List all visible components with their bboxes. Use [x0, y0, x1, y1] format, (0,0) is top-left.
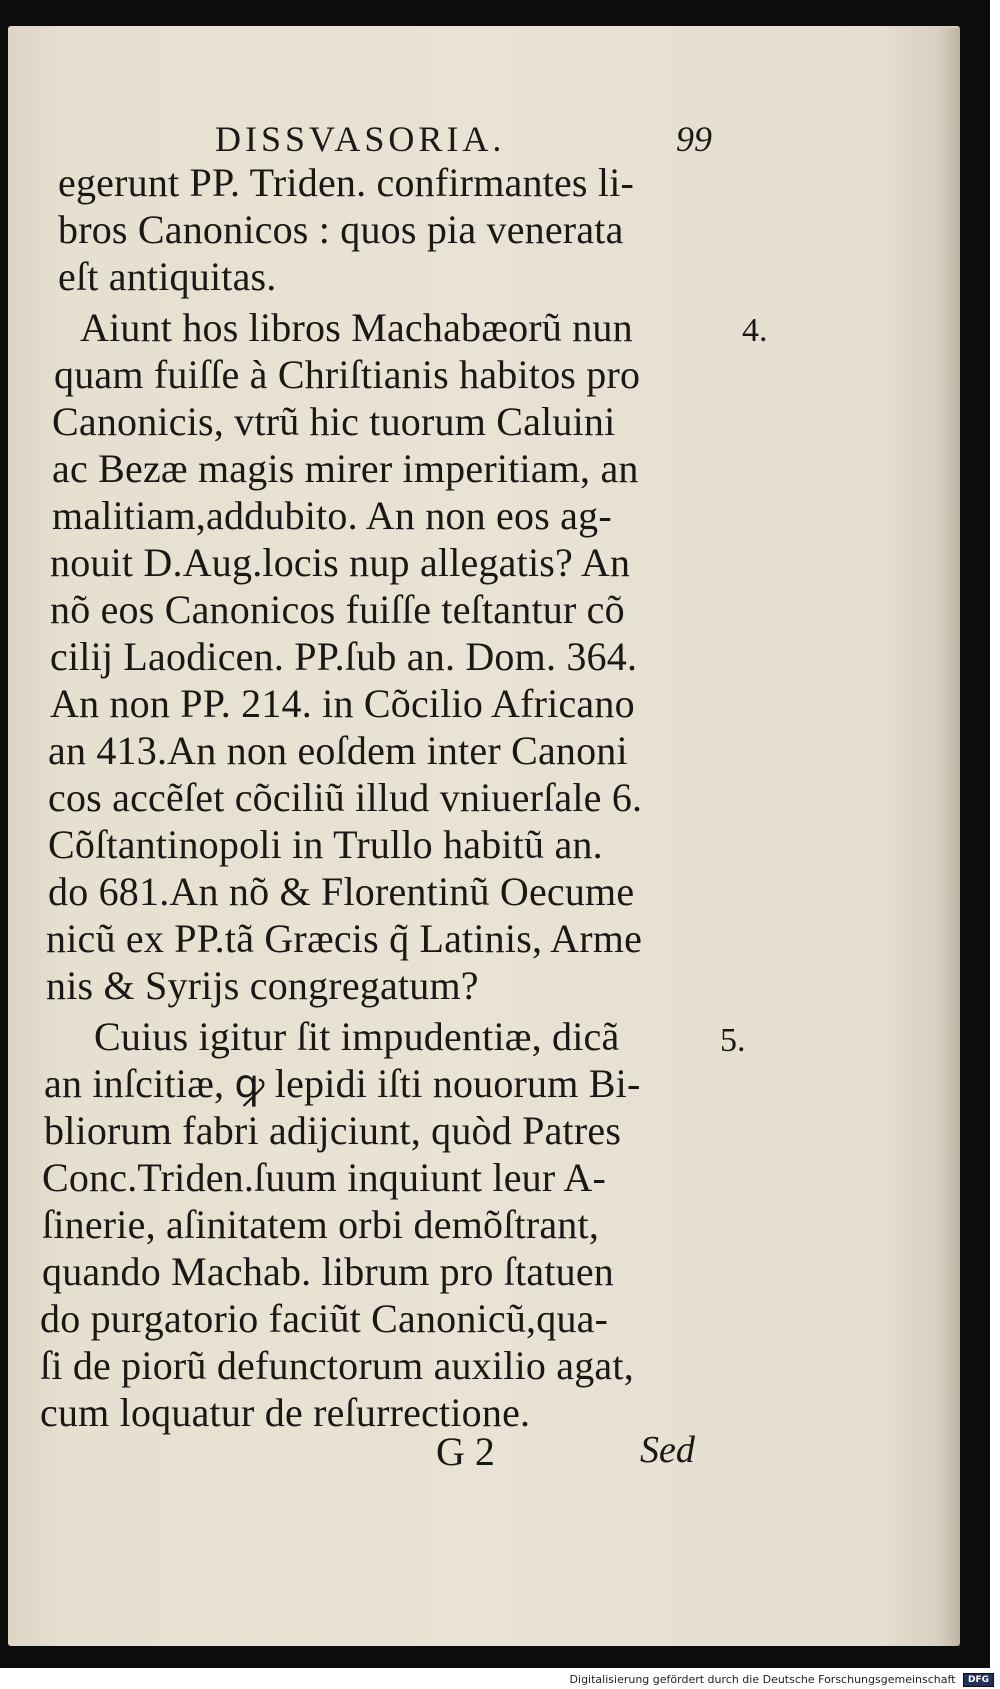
digitization-credit — [570, 1673, 994, 1687]
dfg-logo: DFG — [963, 1673, 994, 1687]
text-line: egerunt PP. Triden. confirmantes li- — [58, 160, 635, 205]
text-line: bros Canonicos : quos pia venerata — [58, 207, 624, 252]
running-head: DISSVASORIA. — [215, 119, 506, 159]
text-line: nicũ ex PP.tã Græcis q̃ Latinis, Arme — [46, 916, 643, 961]
margin-note: 4. — [742, 312, 768, 349]
signature-mark: G 2 — [436, 1429, 495, 1474]
text-line: cum loquatur de reſurrectione. — [40, 1390, 531, 1435]
text-line: quando Machab. librum pro ſtatuen — [42, 1249, 615, 1294]
text-line: do 681.An nõ & Florentinũ Oecume — [48, 869, 635, 914]
credit-text: Digitalisierung gefördert durch die Deutsche Forschungsgemeinschaft — [569, 1673, 956, 1686]
page-edge-shadow — [938, 28, 960, 1646]
margin-note: 5. — [720, 1022, 746, 1059]
text-line: ſi de piorũ defunctorum auxilio agat, — [40, 1343, 634, 1388]
text-line: quam fuiſſe à Chriſtianis habitos pro — [54, 352, 641, 397]
text-line: Cuius igitur ſit impudentiæ, dicã — [94, 1014, 620, 1059]
text-line: Cõſtantinopoli in Trullo habitũ an. — [48, 822, 603, 867]
text-line: cos accẽſet cõciliũ illud vniuerſale 6. — [48, 775, 643, 820]
text-line: nis & Syrijs congregatum? — [46, 963, 479, 1008]
text-line: ac Bezæ magis mirer imperitiam, an — [52, 446, 639, 491]
text-line: eſt antiquitas. — [58, 254, 277, 299]
page-number: 99 — [676, 119, 712, 159]
text-line: an inſcitiæ, ꝙ lepidi iſti nouorum Bi- — [44, 1061, 641, 1106]
text-line: do purgatorio faciũt Canonicũ,qua- — [40, 1296, 609, 1341]
text-line: Conc.Triden.ſuum inquiunt leur A- — [42, 1155, 607, 1200]
text-line: an 413.An non eoſdem inter Canoni — [48, 728, 628, 773]
text-line: cilij Laodicen. PP.ſub an. Dom. 364. — [50, 634, 638, 679]
catchword: Sed — [640, 1429, 695, 1471]
text-line: An non PP. 214. in Cõcilio Africano — [50, 681, 635, 726]
text-line: malitiam,addubito. An non eos ag- — [52, 493, 612, 538]
text-line: Aiunt hos libros Machabæorũ nun — [80, 305, 633, 350]
text-line: nouit D.Aug.locis nup allegatis? An — [50, 540, 631, 585]
text-line: Canonicis, vtrũ hic tuorum Caluini — [52, 399, 616, 444]
text-line: bliorum fabri adijciunt, quòd Patres — [44, 1108, 622, 1153]
text-line: nõ eos Canonicos fuiſſe teſtantur cõ — [50, 587, 625, 632]
text-line: ſinerie, aſinitatem orbi demõſtrant, — [42, 1202, 600, 1247]
